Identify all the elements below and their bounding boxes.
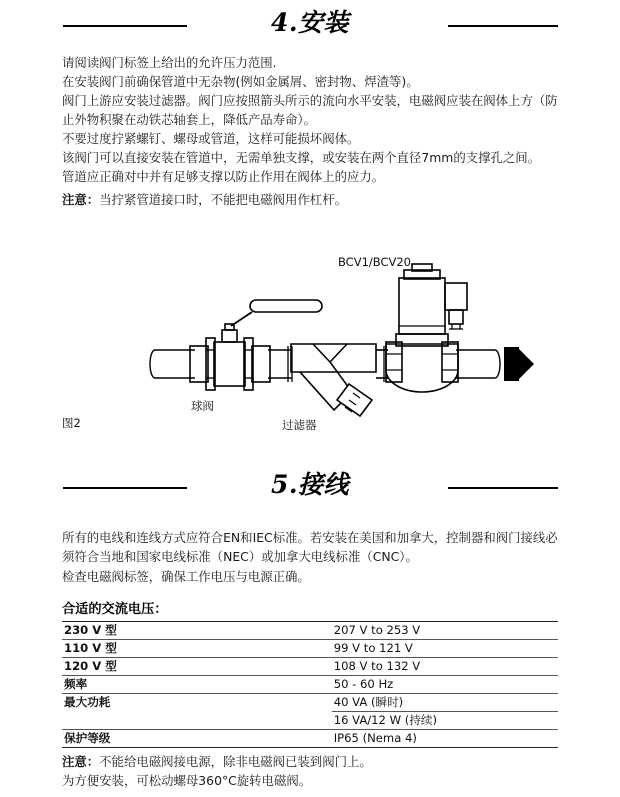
- install-paragraph-3: [62, 91, 562, 129]
- wiring-paragraph-2: [62, 567, 562, 586]
- install-line-3: 阀门上游应安装过滤器。阀门应按照箭头所示的流向水平安装，电磁阀应装在阀体上方（防止外物积聚在动铁芯轴套上，降低产品寿命）。: [62, 93, 558, 128]
- install-line-2: 在安装阀门前确保管道中无杂物(例如金属屑、密封物、焊渣等)。: [62, 74, 419, 89]
- table-row: [62, 676, 558, 694]
- wiring-note-line2: 为方便安装，可松动螺母360°C旋转电磁阀。: [62, 773, 312, 788]
- wiring-line-1: 所有的电线和连线方式应符合EN和IEC标准。若安装在美国和加拿大，控制器和阀门接线必须符合当地和国家电线标准（NEC）或加拿大电线标准（CNC）。: [62, 530, 558, 565]
- wiring-note-line2-wrap: [62, 771, 562, 790]
- table-row: [62, 640, 558, 658]
- table-cell-value: 108 V to 132 V: [332, 658, 558, 676]
- inlet-pipe: [150, 350, 195, 378]
- section-title-wiring: 5.接线: [270, 470, 350, 499]
- table-cell-value: 16 VA/12 W (持续): [332, 712, 558, 730]
- table-row: [62, 730, 558, 748]
- wiring-line-2: 检查电磁阀标签，确保工作电压与电源正确。: [62, 569, 310, 584]
- install-line-6: 管道应正确对中并有足够支撑以防止作用在阀体上的应力。: [62, 169, 385, 184]
- label-strainer: 过滤器: [282, 418, 317, 432]
- table-cell-value: IP65 (Nema 4): [332, 730, 558, 748]
- section-title-install: 4.安装: [270, 8, 350, 37]
- install-paragraph-4: [62, 129, 562, 148]
- table-cell-key: 120 V 型: [62, 658, 332, 676]
- piping-diagram-svg: [0, 250, 620, 435]
- spec-table-title: 合适的交流电压：: [62, 602, 168, 617]
- pipe-valve-to-strainer: [268, 346, 292, 382]
- table-row: [62, 658, 558, 676]
- section-heading-wiring: [0, 468, 620, 508]
- flow-direction-arrow: [504, 347, 534, 381]
- table-cell-key: [62, 712, 332, 730]
- outlet-pipe: [456, 350, 500, 378]
- section-heading-install: [0, 6, 620, 46]
- install-line-4: 不要过度拧紧螺钉、螺母或管道，这样可能损坏阀体。: [62, 131, 360, 146]
- install-note-lead: 注意：: [62, 192, 100, 207]
- label-ball-valve: 球阀: [191, 399, 214, 413]
- din-connector: [445, 283, 467, 329]
- table-cell-key: 保护等级: [62, 730, 332, 748]
- wiring-note-lead: 注意：: [62, 754, 100, 769]
- table-cell-key: 110 V 型: [62, 640, 332, 658]
- spec-table-ac-voltage: [62, 621, 558, 748]
- install-paragraph-5: [62, 148, 562, 167]
- install-paragraph-2: [62, 72, 562, 91]
- install-paragraph-6: [62, 167, 562, 186]
- install-line-5: 该阀门可以直接安装在管道中，无需单独支撑，或安装在两个直径7mm的支撑孔之间。: [62, 150, 541, 165]
- install-note: [62, 190, 562, 209]
- table-row: [62, 694, 558, 712]
- install-paragraph-1: [62, 53, 562, 72]
- table-cell-value: 50 - 60 Hz: [332, 676, 558, 694]
- table-cell-key: 最大功耗: [62, 694, 332, 712]
- table-cell-value: 99 V to 121 V: [332, 640, 558, 658]
- table-row-continuation: [62, 712, 558, 730]
- y-strainer: [291, 344, 376, 416]
- wiring-note-text: 不能给电磁阀接电源，除非电磁阀已装到阀门上。: [99, 754, 372, 769]
- wiring-paragraph-1: [62, 528, 562, 566]
- table-row: [62, 622, 558, 640]
- label-valve-model: BCV1/BCV20: [338, 255, 411, 269]
- ball-valve: [190, 300, 322, 390]
- table-cell-value: 207 V to 253 V: [332, 622, 558, 640]
- wiring-note: [62, 752, 562, 771]
- install-note-text: 当拧紧管道接口时，不能把电磁阀用作杠杆。: [99, 192, 347, 207]
- install-line-1: 请阅读阀门标签上给出的允许压力范围.: [62, 55, 277, 70]
- table-cell-key: 频率: [62, 676, 332, 694]
- solenoid-valve-body: [386, 334, 458, 392]
- table-cell-key: 230 V 型: [62, 622, 332, 640]
- figure-piping-assembly: [0, 250, 620, 435]
- solenoid-coil: [399, 264, 445, 334]
- table-cell-value: 40 VA (瞬时): [332, 694, 558, 712]
- figure-caption: 图2: [62, 416, 81, 430]
